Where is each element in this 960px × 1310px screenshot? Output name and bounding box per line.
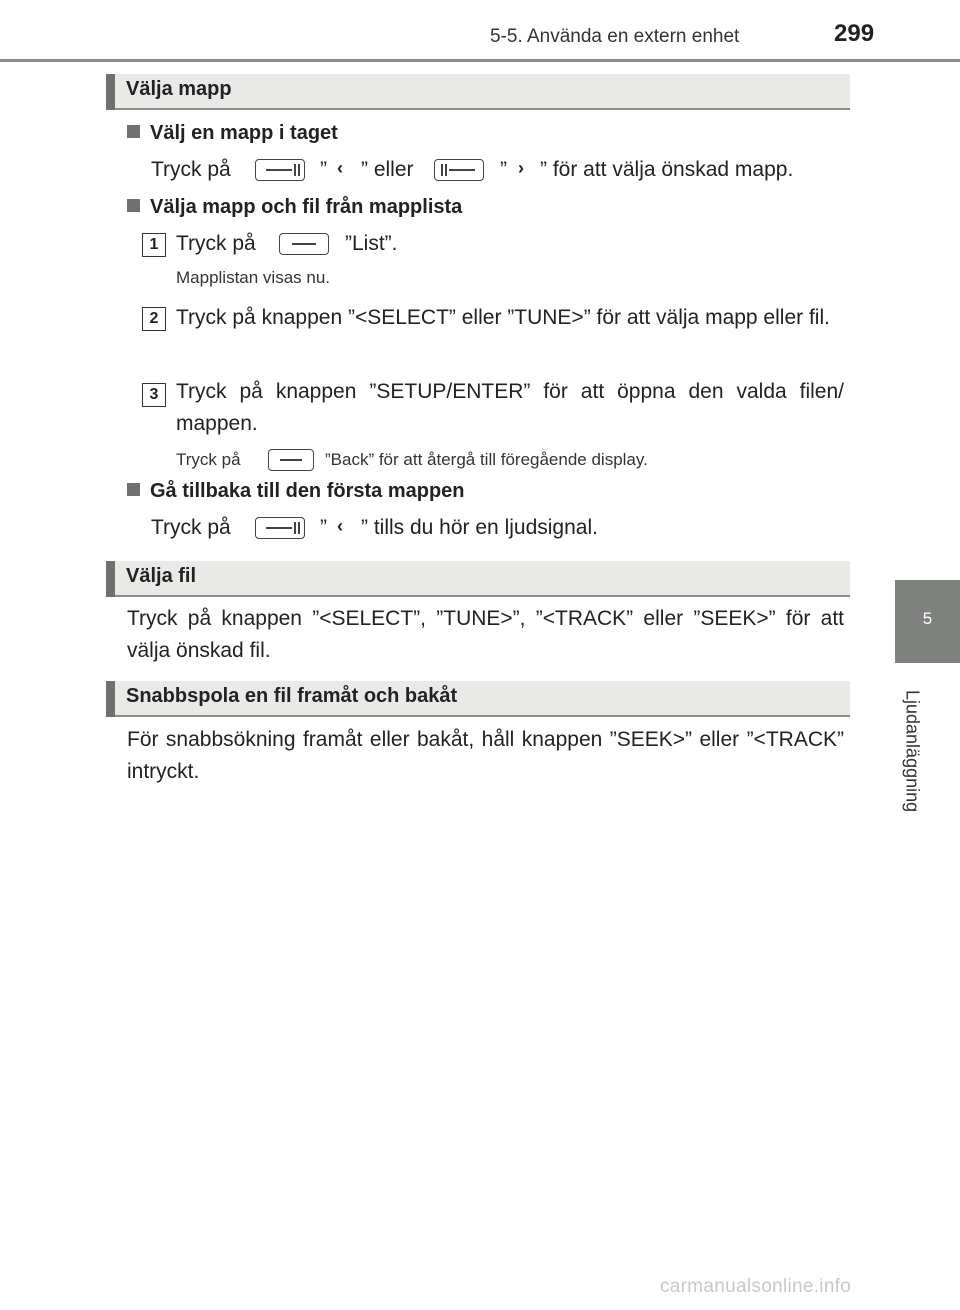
file-instruction: Tryck på knappen ”<SELECT”, ”TUNE>”, ”<TRACK” eller ”SEEK>” för att välja önskad fil. (127, 607, 844, 662)
subheading-text: Välj en mapp i taget (150, 122, 338, 144)
instruction-text: Tryck på (151, 516, 231, 539)
step-note: Tryck på (176, 450, 241, 469)
folder-down-button-icon (255, 159, 305, 181)
chevron-right-icon: › (518, 158, 524, 178)
section-marker (106, 561, 115, 597)
section-heading-folder (106, 74, 850, 110)
list-button-icon (279, 233, 329, 255)
subheading-text: Välja mapp och fil från mapplista (150, 196, 463, 218)
header-rule (0, 59, 960, 62)
subheading-one-folder (127, 122, 338, 145)
step-note: Mapplistan visas nu. (176, 268, 331, 287)
subheading-folder-list (127, 196, 462, 219)
subheading-text: Gå tillbaka till den första mappen (150, 480, 465, 502)
chevron-left-icon: ‹ (337, 516, 343, 536)
step-number: 1 (142, 233, 166, 257)
quote-open: ” (320, 158, 327, 181)
step-note: ”Back” för att återgå till föregående display. (325, 450, 648, 469)
step-text: ”List”. (345, 232, 398, 255)
square-bullet-icon (127, 199, 140, 212)
instruction-text: ” eller (361, 158, 414, 181)
chapter-tab-label: Ljudanläggning (902, 690, 923, 813)
instruction-text: Tryck på (151, 158, 231, 181)
square-bullet-icon (127, 483, 140, 496)
running-header-section: 5-5. Använda en extern enhet (490, 26, 740, 47)
page-number: 299 (834, 20, 875, 47)
section-heading-file (106, 561, 850, 597)
folder-up-button-icon (434, 159, 484, 181)
section-title: Välja mapp (126, 78, 232, 100)
section-heading-seek (106, 681, 850, 717)
instruction-text: ” för att välja önskad mapp. (540, 158, 794, 181)
watermark: carmanualsonline.info (660, 1276, 852, 1297)
step-text: Tryck på knappen ”SETUP/ENTER” för att öppna den valda filen/ mappen. (176, 380, 844, 435)
back-button-icon (268, 449, 314, 471)
subheading-first-folder (127, 480, 465, 503)
instruction-text: ” tills du hör en ljudsignal. (361, 516, 598, 539)
square-bullet-icon (127, 125, 140, 138)
chapter-tab-number: 5 (895, 580, 960, 663)
step-text: Tryck på knappen ”<SELECT” eller ”TUNE>” för att välja mapp eller fil. (176, 306, 830, 329)
seek-instruction: För snabbsökning framåt eller bakåt, håll knappen ”SEEK>” eller ”<TRACK” intryckt. (127, 728, 844, 783)
section-title: Snabbspola en fil framåt och bakåt (126, 685, 458, 707)
section-marker (106, 74, 115, 110)
step-text: Tryck på (176, 232, 256, 255)
section-marker (106, 681, 115, 717)
quote-open: ” (320, 516, 327, 539)
step-number: 2 (142, 307, 166, 331)
folder-down-button-icon (255, 517, 305, 539)
quote-open: ” (500, 158, 507, 181)
step-number: 3 (142, 383, 166, 407)
section-title: Välja fil (126, 565, 197, 587)
chevron-left-icon: ‹ (337, 158, 343, 178)
